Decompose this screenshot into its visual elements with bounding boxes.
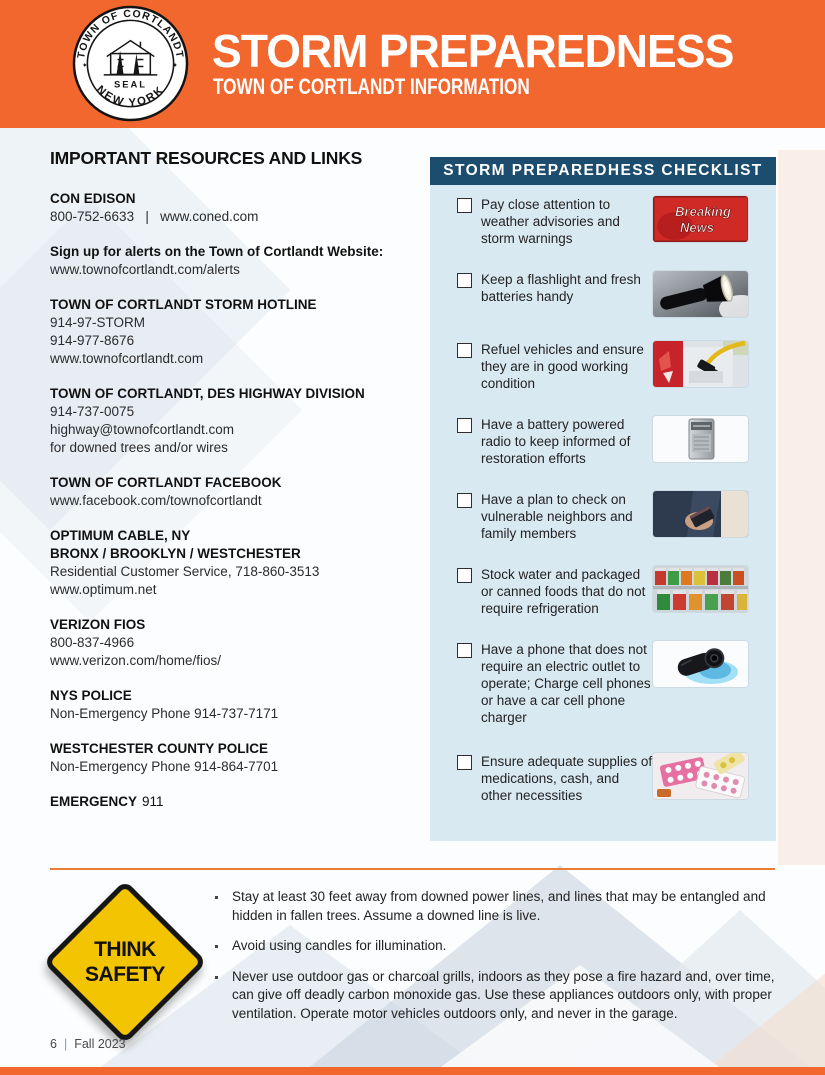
resource-title: TOWN OF CORTLANDT STORM HOTLINE <box>50 297 317 312</box>
resource-optimum <box>50 527 422 599</box>
portable-radio-photo <box>653 416 748 462</box>
checklist-item <box>457 491 748 542</box>
checklist-item <box>457 271 748 317</box>
checkbox[interactable] <box>457 343 472 358</box>
emergency-number: 911 <box>142 794 164 809</box>
breaking-news-text: Breaking <box>675 204 731 219</box>
page-footer <box>50 1037 126 1051</box>
checklist-item-text: Have a phone that does not require an electric outlet to operate; Charge cell phones or have a car cell phone charger <box>481 642 651 725</box>
resource-county-police <box>50 740 422 776</box>
gas-pump-photo <box>653 341 748 387</box>
resource-highway-division <box>50 385 422 457</box>
seal-star-icon: ✦ <box>81 62 88 70</box>
medications-photo <box>653 753 748 799</box>
resource-title: WESTCHESTER COUNTY POLICE <box>50 741 269 756</box>
resources-section <box>50 148 422 828</box>
resource-alerts-signup <box>50 243 422 279</box>
checklist-item-text: Stock water and packaged or canned foods that do not require refrigeration <box>481 567 646 616</box>
checkbox[interactable] <box>457 643 472 658</box>
resource-line: 914-97-STORM <box>50 315 146 330</box>
resource-storm-hotline <box>50 296 422 368</box>
resource-line: Non-Emergency Phone 914-737-7171 <box>50 706 279 721</box>
checkbox[interactable] <box>457 273 472 288</box>
checklist-item <box>457 196 748 247</box>
checklist-item-text: Have a plan to check on vulnerable neighbors and family members <box>481 492 633 541</box>
warning-diamond-icon <box>43 880 207 1044</box>
safety-bullet: Never use outdoor gas or charcoal grills, indoors as they pose a fire hazard and, over time, can give off deadly carbon monoxide gas. Use these appliances outdoors only, with proper ventilation. Operate motor vehicles outdoors only, and never in the garage. <box>232 968 777 1024</box>
resource-emergency <box>50 793 422 811</box>
resource-title: VERIZON FIOS <box>50 617 146 632</box>
seal-top-text: TOWN OF CORTLANDT <box>76 8 185 60</box>
resource-facebook <box>50 474 422 510</box>
issue-label: Fall 2023 <box>74 1037 126 1051</box>
background-decoration <box>778 150 825 865</box>
resource-line: www.facebook.com/townofcortlandt <box>50 493 262 508</box>
checklist-heading: STORM PREPAREDHESS CHECKLIST <box>430 157 776 185</box>
sign-line1: THINK <box>94 938 156 961</box>
page-number: 6 <box>50 1037 57 1051</box>
resource-title: OPTIMUM CABLE, NY <box>50 528 191 543</box>
seal-star-icon: ✦ <box>172 62 178 70</box>
resource-line: 914-737-0075 <box>50 404 135 419</box>
page-subtitle: TOWN OF CORTLANDT INFORMATION <box>213 74 530 99</box>
resource-line: Non-Emergency Phone 914-864-7701 <box>50 759 279 774</box>
checklist-item-text: Have a battery powered radio to keep informed of restoration efforts <box>481 417 631 466</box>
think-safety-sign <box>45 882 195 1032</box>
safety-bullet: Avoid using candles for illumination. <box>232 937 777 956</box>
resource-line: 914-977-8676 <box>50 333 135 348</box>
safety-bullet: Stay at least 30 feet away from downed power lines, and lines that may be entangled and hidden in fallen trees. Assume a downed line is live. <box>232 888 777 925</box>
resources-heading: IMPORTANT RESOURCES AND LINKS <box>50 148 363 168</box>
resource-line: Residential Customer Service, 718-860-3513 <box>50 564 320 579</box>
safety-bullet-list <box>232 888 777 1035</box>
checklist-item <box>457 416 748 467</box>
resource-title: NYS POLICE <box>50 688 132 703</box>
checkbox[interactable] <box>457 198 472 213</box>
resource-title: CON EDISON <box>50 191 136 206</box>
canned-food-photo <box>653 566 748 612</box>
resource-title: Sign up for alerts on the Town of Cortlandt Website: <box>50 244 384 259</box>
seal-bottom-text: NEW YORK <box>93 83 168 110</box>
checkbox[interactable] <box>457 568 472 583</box>
sign-text <box>85 937 165 987</box>
checklist-item-text: Ensure adequate supplies of medications, cash, and other necessities <box>481 754 653 803</box>
resource-line: 800-752-6633 | www.coned.com <box>50 209 259 224</box>
sign-line2: SAFETY <box>85 963 165 986</box>
resource-line: www.verizon.com/home/fios/ <box>50 653 222 668</box>
resource-title: BRONX / BROOKLYN / WESTCHESTER <box>50 546 301 561</box>
page-title: STORM PREPAREDNESS <box>212 25 734 77</box>
resource-line: for downed trees and/or wires <box>50 440 228 455</box>
checklist-item-text: Pay close attention to weather advisories and storm warnings <box>481 197 620 246</box>
checklist-item <box>457 341 748 392</box>
person-with-phone-photo <box>653 491 748 537</box>
breaking-news-text: News <box>680 220 714 235</box>
flashlight-photo <box>653 271 748 317</box>
emergency-label: EMERGENCY <box>50 794 138 809</box>
town-of-cortlandt-seal-icon <box>71 4 190 123</box>
resource-line: www.optimum.net <box>50 582 157 597</box>
footer-divider: | <box>63 1037 68 1051</box>
resource-line: www.townofcortlandt.com <box>50 351 204 366</box>
checklist-item-text: Keep a flashlight and fresh batteries handy <box>481 272 641 304</box>
checklist-item <box>457 641 748 726</box>
seal-center-text: SEAL <box>113 78 148 90</box>
section-divider <box>50 868 775 870</box>
resource-title: TOWN OF CORTLANDT, DES HIGHWAY DIVISION <box>50 386 365 401</box>
resource-verizon <box>50 616 422 670</box>
checkbox[interactable] <box>457 418 472 433</box>
storm-preparedness-checklist <box>430 157 776 841</box>
checklist-item-text: Refuel vehicles and ensure they are in good working condition <box>481 342 644 391</box>
resource-line: 800-837-4966 <box>50 635 135 650</box>
checklist-item <box>457 566 748 617</box>
checklist-item <box>457 753 748 804</box>
resource-title: TOWN OF CORTLANDT FACEBOOK <box>50 475 282 490</box>
checkbox[interactable] <box>457 755 472 770</box>
car-phone-charger-photo <box>653 641 748 687</box>
resource-title <box>50 793 422 811</box>
resource-line: highway@townofcortlandt.com <box>50 422 235 437</box>
resource-con-edison <box>50 190 422 226</box>
resource-nys-police <box>50 687 422 723</box>
checklist-body <box>430 185 776 804</box>
breaking-news-photo <box>653 196 748 242</box>
checkbox[interactable] <box>457 493 472 508</box>
bottom-accent-bar <box>0 1067 825 1075</box>
resource-line: www.townofcortlandt.com/alerts <box>50 262 240 277</box>
